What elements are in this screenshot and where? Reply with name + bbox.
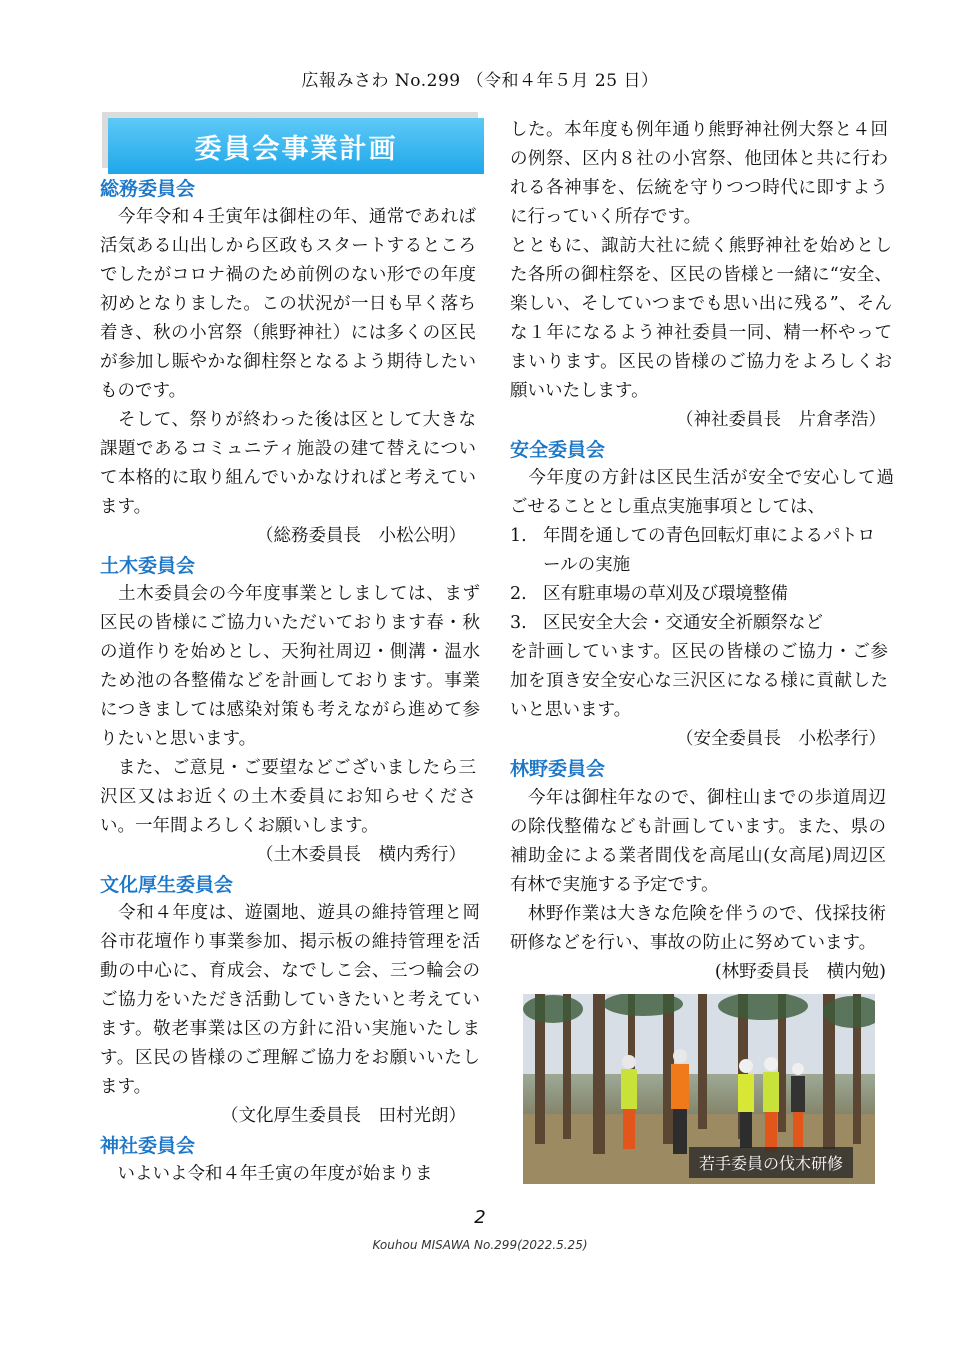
jinja-paragraph-1b: した。本年度も例年通り熊野神社例大祭と４回の例祭、区内８社の小宮祭、他団体と共に行われる各神事を、伝統を守りつつ時代に即すように行っていく所存です。	[510, 120, 888, 227]
anzen-paragraph-1: 今年度の方針は区民生活が安全で安心して過ごせることとし重点実施事項としては、	[510, 468, 894, 517]
list-item-text: 区民安全大会・交通安全祈願祭など	[543, 613, 823, 633]
title-banner	[108, 118, 484, 174]
page-header: 広報みさわ No.299 （令和４年５月 25 日）	[301, 71, 659, 91]
jinja-signature: （神社委員長 片倉孝浩）	[676, 410, 886, 430]
section-heading-rinya: 林野委員会	[510, 758, 606, 780]
bunka-paragraph-1: 令和４年度は、遊園地、遊具の維持管理と岡谷市花壇作り事業参加、掲示板の維持管理を活動の中心に、育成会、なでしこ会、三つ輪会のご協力をいただき活動していきたいと考えています。敬老事業は区の方針に沿い実施いたします。区民の皆様のご理解ご協力をお願いいたします。	[100, 903, 480, 1097]
jinja-paragraph-1a: いよいよ令和４年壬寅の年度が始まりま	[117, 1164, 433, 1184]
rinya-paragraph-2: 林野作業は大きな危険を伴うので、伐採技術研修などを行い、事故の防止に努めています。	[510, 904, 886, 953]
rinya-paragraph-1: 今年は御柱年なので、御柱山までの歩道周辺の除伐整備なども計画しています。また、県の補助金による業者間伐を高尾山(女高尾)周辺区有林で実施する予定です。	[510, 788, 886, 895]
anzen-signature: （安全委員長 小松孝行）	[676, 729, 886, 749]
photo-caption: 若手委員の伐木研修	[689, 1147, 853, 1178]
bunka-signature: （文化厚生委員長 田村光朗）	[221, 1106, 466, 1126]
list-item-text: 区有駐車場の草刈及び環境整備	[543, 584, 788, 604]
section-heading-soumu: 総務委員会	[100, 178, 196, 200]
section-heading-doboku: 土木委員会	[100, 555, 196, 577]
list-item-number: 2.	[510, 584, 527, 604]
soumu-signature: （総務委員長 小松公明）	[256, 526, 466, 546]
section-heading-jinja: 神社委員会	[100, 1135, 196, 1157]
banner-title: 委員会事業計画	[194, 133, 398, 165]
jinja-paragraph-2: とともに、諏訪大社に続く熊野神社を始めとした各所の御柱祭を、区民の皆様と一緒に“安全、楽しい、そしていつまでも思い出に残る”、そんな１年になるよう神社委員一同、精一杯やってまいります。区民の皆様のご協力をよろしくお願いいたします。	[510, 236, 892, 401]
doboku-paragraph-2: また、ご意見・ご要望などございましたら三沢区又はお近くの土木委員にお知らせください。一年間よろしくお願いします。	[100, 758, 476, 836]
list-item-text: 年間を通しての青色回転灯車によるパトロールの実施	[543, 526, 876, 575]
forestry-training-photo	[523, 994, 875, 1184]
page-number: 2	[474, 1207, 486, 1228]
list-item-number: 1.	[510, 526, 527, 546]
doboku-paragraph-1: 土木委員会の今年度事業としましては、まず区民の皆様にご協力いただいております春・秋の道作りを始めとし、天狗社周辺・側溝・温水ため池の各整備などを計画しております。事業につきましては感染対策も考えながら進めて参りたいと思います。	[100, 584, 480, 749]
section-heading-bunka: 文化厚生委員会	[100, 874, 234, 896]
footer: Kouhou MISAWA No.299(2022.5.25)	[372, 1238, 588, 1252]
anzen-paragraph-2: を計画しています。区民の皆様のご協力・ご参加を頂き安全安心な三沢区になる様に貢献したいと思います。	[510, 642, 888, 720]
soumu-paragraph-2: そして、祭りが終わった後は区として大きな課題であるコミュニティ施設の建て替えについて本格的に取り組んでいかなければと考えています。	[100, 410, 476, 517]
section-heading-anzen: 安全委員会	[510, 439, 606, 461]
soumu-paragraph-1: 今年令和４壬寅年は御柱の年、通常であれば活気ある山出しから区政もスタートするところでしたがコロナ禍のため前例のない形での年度初めとなりました。この状況が一日も早く落ち着き、秋の小宮祭（熊野神社）には多くの区民が参加し賑やかな御柱祭となるよう期待したいものです。	[100, 207, 476, 401]
doboku-signature: （土木委員長 横内秀行）	[256, 845, 466, 865]
list-item-number: 3.	[510, 613, 527, 633]
rinya-signature: (林野委員長 横内勉)	[714, 962, 886, 982]
